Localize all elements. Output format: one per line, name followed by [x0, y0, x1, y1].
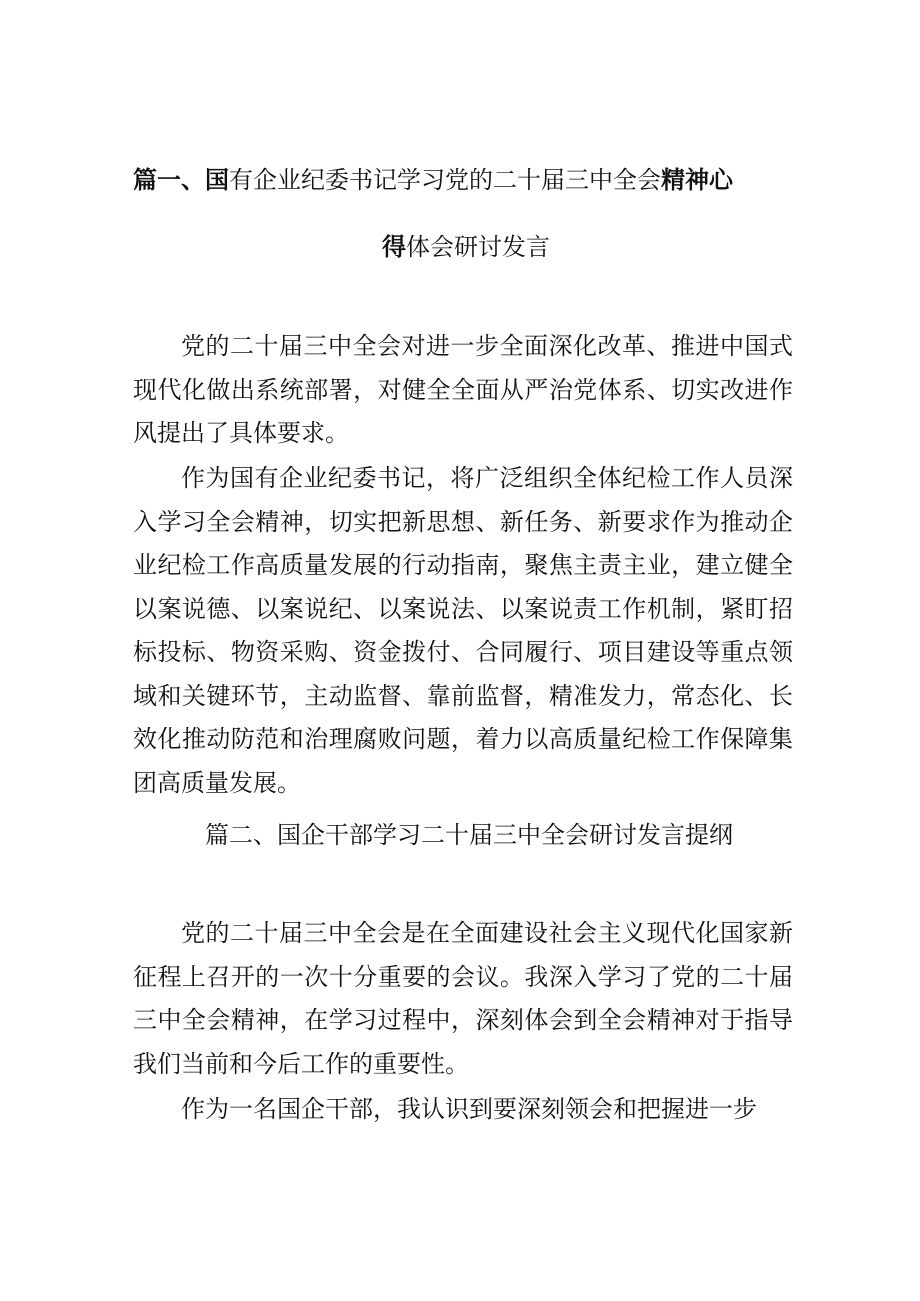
- section2-paragraph-2: 作为一名国企干部，我认识到要深刻领会和把握进一步: [181, 1095, 757, 1123]
- section1-title-line1-bold-end: 精神心: [661, 166, 733, 194]
- section1-paragraph-2: 作为国有企业纪委书记，将广泛组织全体纪检工作人员深入学习全会精神，切实把新思想、新任务、新要求作为推动企业纪检工作高质量发展的行动指南，聚焦主责主业，建立健全以案说德、以案说纪、以案说法、以案说责工作机制，紧盯招标投标、物资采购、资金拨付、合同履行、项目建设等重点领域和关键环节，主动监督、靠前监督，精准发力，常态化、长效化推动防范和治理腐败问题，着力以高质量纪检工作保障集团高质量发展。: [133, 464, 793, 797]
- section1-paragraph-1: 党的二十届三中全会对进一步全面深化改革、推进中国式现代化做出系统部署，对健全全面从严治党体系、切实改进作风提出了具体要求。: [133, 332, 793, 447]
- section1-title-line1-regular: 有企业纪委书记学习党的二十届三中全会: [229, 166, 661, 194]
- section1-title-line2-regular: 体会研讨发言: [406, 233, 550, 261]
- section1-title-line1: [133, 163, 733, 197]
- section2-title: 篇二、国企干部学习二十届三中全会研讨发言提纲: [205, 821, 733, 849]
- section1-title-line2: [382, 230, 550, 264]
- section2-paragraph-1: 党的二十届三中全会是在全面建设社会主义现代化国家新征程上召开的一次十分重要的会议。我深入学习了党的二十届三中全会精神，在学习过程中，深刻体会到全会精神对于指导我们当前和今后工作的重要性。: [133, 919, 793, 1078]
- section1-title-line2-bold: 得: [382, 233, 406, 261]
- section1-title-line1-bold-start: 篇一、国: [133, 166, 229, 194]
